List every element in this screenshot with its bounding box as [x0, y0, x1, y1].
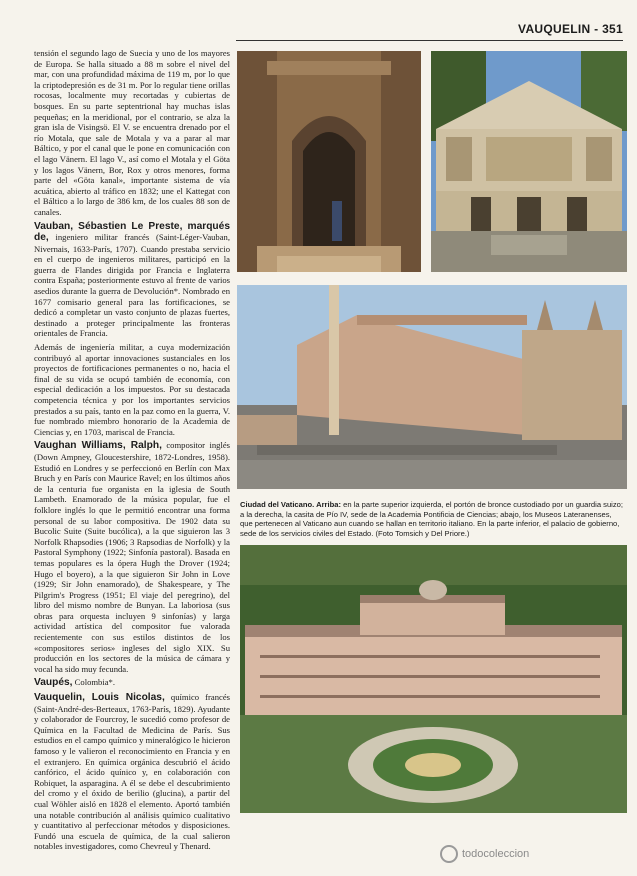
watermark: [440, 845, 630, 869]
entry-body: compositor inglés (Down Ampney, Gloucestershire, 1872-Londres, 1958). Estudió en Londres y se perfeccionó en Berlín con Max Bruch y en París con Maurice Ravel; en los últimos años de la centuria fue organista en la iglesia de South Lambeth. Enamorado de la música popular, fue el folklore inglés lo que le permitió encontrar una forma personal de su labor compositiva. De 1902 data su Bucolic Suite (Suite bucólica), a la que siguieron las 3 Norfolk Rhapsodies (1906; 3 Rapsodias de Norfolk) y la Pastoral Symphony (1922; Sinfonía pastoral). Basada en temas populares es la ópera Hugh the Drover (1924; Hugo el boyero), a la que siguieron Sir John in Love (1929; Sir John enamorado), de Shakespeare, y The Pilgrim's Progress (1951; El viaje del peregrino), del libro del mismo nombre de Bunyan. La laboriosa (sus obras para orquesta incluyen 9 sinfonías) y larga actividad artística del compositor fue valorada recientemente con sus estilos distintos de los «compositores serios» ingleses del siglo XIX. Su producción en los sectores de la música de cámara y vocal ha sido muy fecunda.: [34, 440, 230, 674]
photo-governorate-palace: [240, 545, 627, 813]
page-header: [0, 22, 637, 42]
entry-heading: Vaughan Williams, Ralph,: [34, 440, 162, 452]
entry-body: ingeniero militar francés (Saint-Léger-Vauban, Nivernais, 1633-París, 1707). Cuando prestaba servicio en el cuerpo de ingenieros militares, participó en la guerra de Flandes dirigida por Francia e Inglaterra contra España; posteriormente estuvo al frente de varios asedios durante la guerra de Devolución*. Nombrado en 1677 comisario general para las fortificaciones, se dedicó a completar un vasto conjunto de plazas fuertes, destinado a proteger principalmente las fronteras orientales de Francia.: [34, 232, 230, 339]
paragraph-lake: tensión el segundo lago de Suecia y uno de los mayores de Europa. Se halla situado a 88 m sobre el nivel del mar, con una profundidad máxima de 119 m, por lo que la criptodepresión es de 31 m. Por lo regular tiene orillas rocosas, localmente muy recortadas y cubiertas de bosques. En su parte septentrional hay muchas islas pequeñas; en la meridional, por el contrario, se alza la gran isla de Visingsö. El V. se encuentra drenado por el río Motala, que sale de Motala y va a parar al mar Báltico, y por el canal que le pone en comunicación con el lago Vänern. El lago V., así como el Motala y el Göta y los lagos Vänern, Bor, Rox y otros menores, forma parte del «Göta kanal», importante sistema de vía acuática, abierto al tráfico en 1832; une el Kattegat con el Báltico a lo largo de 386 km, de los cuales 88 son de canales.: [34, 48, 230, 217]
header-rule: [236, 40, 623, 41]
photo-caption: [240, 500, 626, 538]
photo-lateran-museums: [237, 285, 627, 489]
entry-vaupes: [34, 677, 230, 689]
photo-casina-pio-iv: [431, 51, 627, 272]
watermark-text: todocoleccion: [462, 847, 530, 860]
entry-heading: Vaupés,: [34, 677, 73, 689]
entry-heading: Vauban, Sébastien Le Preste, marqués de,: [34, 220, 230, 244]
entry-heading: Vauquelin, Louis Nicolas,: [34, 692, 165, 704]
entry-body: Colombia*.: [72, 677, 116, 688]
page-title: VAUQUELIN - 351: [518, 22, 623, 36]
entry-vauban: [34, 221, 230, 340]
entry-vauquelin: [34, 692, 230, 852]
entry-body: químico francés (Saint-André-des-Berteaux, 1763-París, 1829). Ayudante y colaborador de Fourcroy, le sucedió como profesor de Química en la Facultad de Medicina de París. Sus estudios en el campo químico y mineralógico le hicieron famoso y le valieron el reconocimiento en Francia y en el extranjero. En química orgánica descubrió el ácido canfórico, el ácido quínico y, en colaboración con Robiquet, la asparagina. A él se debe el descubrimiento del cromo y el óxido de berilio (glucina), a partir del cual Wöhler aisló en 1828 el elemento. Aportó también una notable contribución al análisis químico cualitativo y cuantitativo al perfeccionar métodos y disposiciones. Fundó una escuela de química, de la cual salieron notables investigadores, como Chevreul y Thenard.: [34, 692, 230, 852]
watermark-logo-icon: [440, 845, 458, 863]
photo-bronze-door: [237, 51, 421, 272]
caption-body: en la parte superior izquierda, el portón de bronce custodiado por un guardia suizo; a la derecha, la casita de Pío IV, sede de la Academia Pontificia de Ciencias; abajo, los Museos Lateranenses, que pertenecen al Vaticano aun cuando se hallan en territorio italiano. En la parte inferior, el palacio de gobierno, sede de los servicios civiles del Estado. (Foto Tomsich y Del Priore.): [240, 500, 623, 538]
entry-vaughan-williams: [34, 440, 230, 674]
caption-lead: Ciudad del Vaticano. Arriba:: [240, 500, 341, 509]
text-column: [34, 48, 230, 855]
entry-vauban-cont: Además de ingeniería militar, a cuya modernización contribuyó al aportar innovaciones sustanciales en los proyectos de fortificaciones permanentes o no, hacia el final de su vida se ocupó también de economía, con especial dedicación a los impuestos. Por su destacada competencia técnica y por los importantes servicios prestados a su país, tanto en la paz como en la guerra, V. fue nombrado miembro honorario de la Academia de Ciencias y, en 1703, mariscal de Francia.: [34, 342, 230, 437]
